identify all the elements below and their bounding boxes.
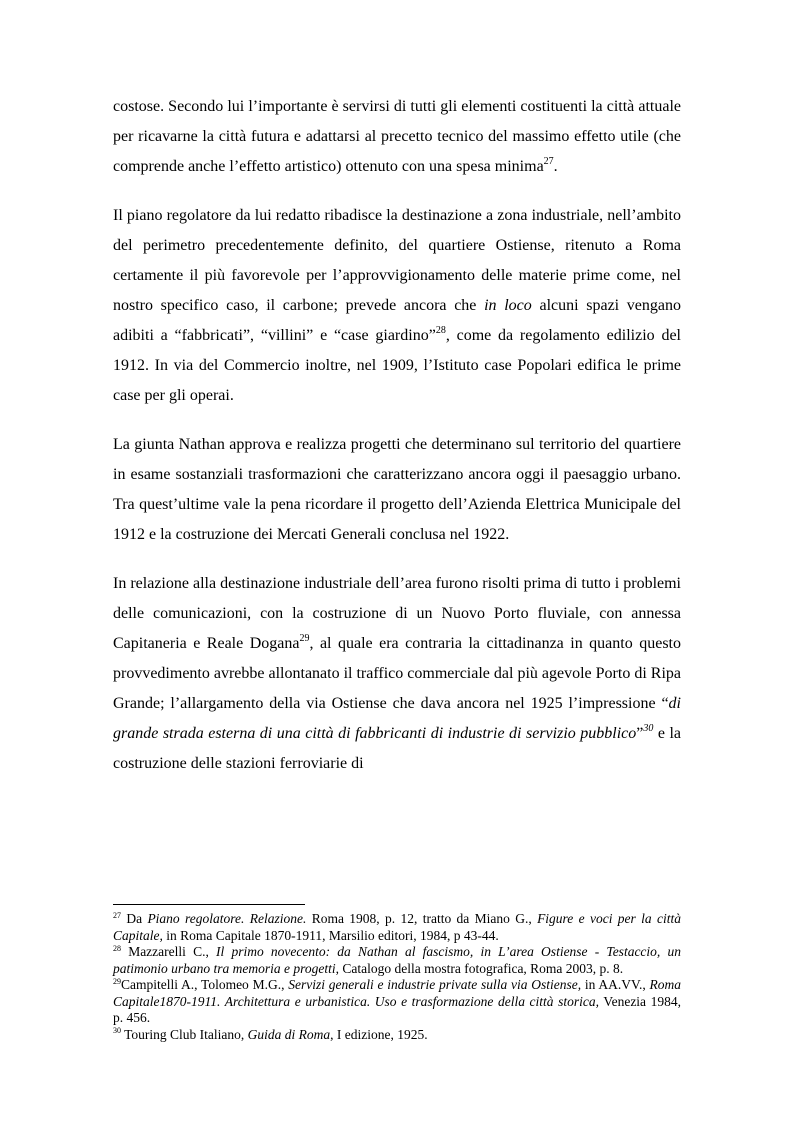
- footnote-marker: 27: [113, 910, 121, 920]
- italic-text: Figure e voci per la città Capitale,: [113, 911, 681, 943]
- text-segment: Da: [121, 911, 148, 926]
- text-segment: Touring Club Italiano,: [121, 1026, 248, 1042]
- footnote: [113, 1027, 681, 1044]
- text-segment: in Roma Capitale 1870-1911, Marsilio editori, 1984, p 43-44.: [162, 927, 499, 943]
- footnote-divider: [113, 904, 305, 905]
- footnote-marker: 30: [113, 1026, 121, 1035]
- paragraph: [113, 92, 681, 182]
- italic-text: Guida di Roma: [247, 1026, 331, 1042]
- italic-text: Roma Capitale1870-1911. Architettura e urbanistica. Uso e trasformazione della città storica,: [113, 977, 681, 1009]
- italic-text: Il primo novecento: da Nathan al fascismo, in L’area Ostiense - Testaccio, un patimonio urbano tra memoria e progetti: [113, 944, 681, 976]
- text-segment: Il piano regolatore da lui redatto ribadisce la destinazione a zona industriale, nell’ambito del perimetro precedentemente definito, del quartiere Ostiense, ritenuto a Roma certamente il più favorevole per l’approvvigionamento delle materie prime come, nel nostro specifico caso, il carbone; prevede ancora che: [113, 207, 681, 314]
- text-segment: Venezia 1984, p. 456.: [113, 993, 681, 1025]
- paragraph: [113, 430, 681, 550]
- italic-text: Servizi generali e industrie private sulla via Ostiense,: [288, 977, 582, 992]
- text-segment: , I edizione, 1925.: [330, 1026, 428, 1042]
- footnote-marker: 27: [543, 155, 554, 167]
- text-segment: La giunta Nathan approva e realizza progetti che determinano sul territorio del quartiere in esame sostanziali trasformazioni che caratterizzano ancora oggi il paesaggio urbano. Tra quest’ultime vale la pena ricordare il progetto dell’Azienda Elettrica Municipale del 1912 e la costruzione dei Mercati Generali conclusa nel 1922.: [113, 436, 681, 543]
- footnote-marker: 29: [299, 632, 310, 644]
- text-segment: alcuni spazi vengano adibiti a “fabbricati”, “villini” e “case giardino”: [113, 297, 682, 344]
- text-segment: In relazione alla destinazione industriale dell’area furono risolti prima di tutto i problemi delle comunicazioni, con la costruzione di un Nuovo Porto fluviale, con annessa Capitaneria e Reale Dogana: [113, 575, 681, 652]
- text-segment: Roma 1908, p. 12, tratto da Miano G.,: [306, 911, 538, 926]
- italic-text: di grande strada esterna di una città di fabbricanti di industrie di servizio pubblico: [113, 695, 681, 742]
- text-segment: Mazzarelli C.,: [121, 944, 217, 959]
- footnotes: [113, 911, 681, 1043]
- italic-text: in loco: [484, 297, 532, 314]
- footnote-marker: 30: [643, 722, 654, 734]
- footnote-marker: 28: [435, 324, 446, 336]
- text-segment: , come da regolamento edilizio del 1912. In via del Commercio inoltre, nel 1909, l’Istituto case Popolari edifica le prime case per gli operai.: [113, 327, 682, 404]
- paragraph: [113, 201, 681, 411]
- footnote: [113, 911, 681, 944]
- footnote-marker: 29: [113, 976, 121, 986]
- italic-text: Piano regolatore. Relazione.: [147, 911, 307, 926]
- text-segment: , Catalogo della mostra fotografica, Roma 2003, p. 8.: [335, 960, 624, 976]
- paragraph: [113, 569, 681, 779]
- text-segment: ”: [636, 725, 644, 742]
- text-segment: Campitelli A., Tolomeo M.G.,: [121, 977, 289, 992]
- footnote-marker: 28: [113, 943, 121, 953]
- text-segment: .: [553, 158, 558, 175]
- body-text: [113, 92, 681, 798]
- text-segment: in AA.VV.,: [581, 977, 650, 992]
- footnote: [113, 944, 681, 977]
- text-segment: costose. Secondo lui l’importante è servirsi di tutti gli elementi costituenti la città attuale per ricavarne la città futura e adattarsi al precetto tecnico del massimo effetto utile (che comprende anche l’effetto artistico) ottenuto con una spesa minima: [113, 98, 681, 175]
- text-segment: e la costruzione delle stazioni ferroviarie di: [113, 725, 681, 772]
- footnote: [113, 977, 681, 1027]
- text-segment: , al quale era contraria la cittadinanza in quanto questo provvedimento avrebbe allontanato il traffico commerciale dal più agevole Porto di Ripa Grande; l’allargamento della via Ostiense che dava ancora nel 1925 l’impressione “: [113, 635, 681, 712]
